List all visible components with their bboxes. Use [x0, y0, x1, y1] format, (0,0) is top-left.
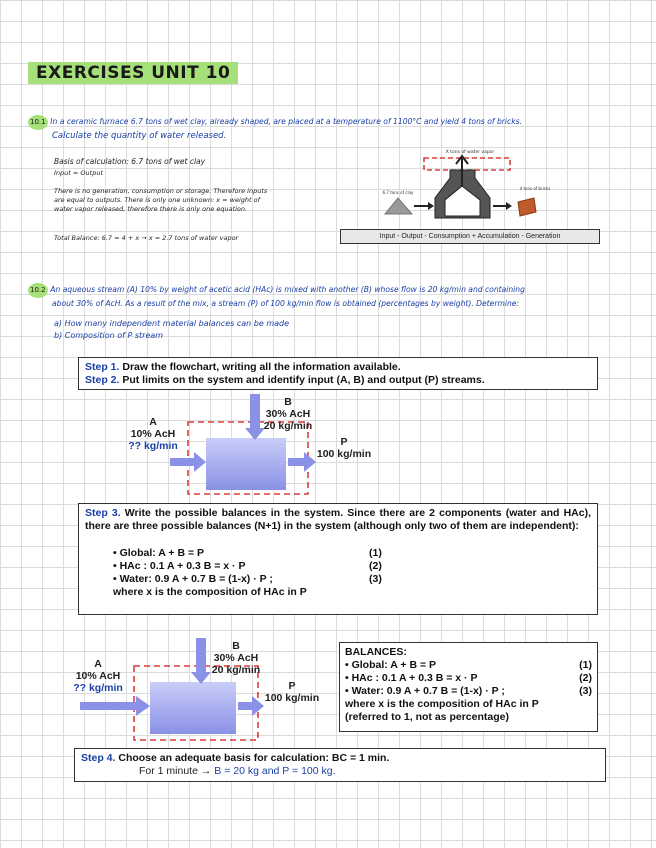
fig-label-top: X tons of water vapor	[445, 150, 495, 155]
stream-a-composition: 10% AcH	[130, 428, 176, 440]
step-4-box	[74, 748, 606, 782]
stream-a-flow-2: ?? kg/min	[73, 682, 123, 694]
stream-a-label-2	[68, 658, 128, 694]
water-balance: • Water: 0.9 A + 0.7 B = (1-x) · P ;	[345, 685, 505, 697]
step-1: Step 1. Draw the flowchart, writing all the information available.	[85, 361, 401, 373]
exercise-1-number: 10.1	[28, 115, 48, 130]
step-3: Step 3. Write the possible balances in the system. Since there are 2 components (water and HAc), there are three possible balances (N+1) in the system (although only two of them are independent):	[85, 507, 591, 532]
stream-b-flow: 20 kg/min	[263, 420, 313, 432]
exercise-2-line1: An aqueous stream (A) 10% by weight of acetic acid (HAc) is mixed with another (B) whose flow is 20 kg/min and containing	[50, 285, 525, 294]
step-4-label: Step 4.	[81, 752, 116, 764]
global-balance: • Global: A + B = P	[345, 659, 436, 671]
balances-box	[339, 642, 598, 732]
stream-b-composition: 30% AcH	[265, 408, 311, 420]
where-x-note: (referred to 1, not as percentage)	[345, 711, 509, 723]
exercise-2-statement	[28, 283, 525, 298]
stream-a-name: A	[149, 416, 157, 428]
flowchart-2	[60, 636, 340, 744]
flowchart-1	[110, 392, 410, 500]
stream-a-name-2: A	[94, 658, 102, 670]
stream-b-name: B	[284, 396, 292, 408]
step3-where: where x is the composition of HAc in P	[113, 586, 307, 598]
step-2: Step 2. Put limits on the system and identify input (A, B) and output (P) streams.	[85, 374, 485, 386]
stream-p-name-2: P	[288, 680, 296, 692]
stream-b-name-2: B	[232, 640, 240, 652]
step3-eq-2: (2)	[369, 560, 382, 572]
balances-heading: BALANCES:	[345, 646, 407, 658]
step-1-label: Step 1.	[85, 361, 120, 373]
step3-eq-1: (1)	[369, 547, 382, 559]
balances-list	[345, 659, 592, 698]
basis-line1: Basis of calculation: 6.7 tons of wet clay	[54, 157, 206, 166]
stream-p-flow: 100 kg/min	[316, 448, 372, 460]
stream-b-composition-2: 30% AcH	[213, 652, 259, 664]
step3-hac-balance: • HAc : 0.1 A + 0.3 B = x · P	[113, 560, 246, 572]
question-b: b) Composition of P stream	[54, 331, 164, 340]
furnace-figure	[340, 148, 600, 242]
eq-1: (1)	[579, 659, 592, 671]
stream-p-label-2	[254, 680, 330, 704]
stream-b-flow-2: 20 kg/min	[211, 664, 261, 676]
stream-a-label	[128, 416, 178, 452]
step-4-detail: For 1 minute → B = 20 kg and P = 100 kg.	[139, 765, 336, 777]
stream-p-flow-2: 100 kg/min	[264, 692, 320, 704]
explanation-line2: are equal to outputs. There is only one unknown: x = weight of	[54, 196, 260, 204]
steps-1-2-box	[78, 357, 598, 390]
basis-line2: Input = Output	[54, 169, 103, 177]
equation-bar: Input - Output - Consumption + Accumulation - Generation	[340, 229, 600, 244]
stream-p-label	[308, 436, 380, 460]
step-3-box	[78, 503, 598, 615]
hac-balance: • HAc : 0.1 A + 0.3 B = x · P	[345, 672, 478, 684]
eq-3: (3)	[579, 685, 592, 697]
total-balance: Total Balance: 6.7 = 4 + x → x = 2.7 tons of water vapor	[54, 234, 239, 242]
step3-water-balance: • Water: 0.9 A + 0.7 B = (1-x) · P ;	[113, 573, 273, 585]
eq-2: (2)	[579, 672, 592, 684]
step-4: Step 4. Choose an adequate basis for calculation: BC = 1 min.	[81, 752, 390, 764]
step3-global-balance: • Global: A + B = P	[113, 547, 204, 559]
fig-label-right: 4 tons of bricks	[519, 186, 551, 191]
exercise-1-line2: Calculate the quantity of water released.	[52, 131, 227, 141]
explanation-line1: There is no generation, consumption or storage. Therefore inputs	[54, 187, 268, 195]
explanation-line3: water vapor released, therefore there is only one equation.	[54, 205, 248, 213]
fig-label-left: 6.7 tons of clay	[382, 190, 414, 195]
stream-a-composition-2: 10% AcH	[75, 670, 121, 682]
exercise-2-line2: about 30% of AcH. As a result of the mix, a stream (P) of 100 kg/min flow is obtained (percentages by weight). Determine:	[52, 299, 519, 308]
stream-b-label-2	[204, 640, 268, 676]
page-title: EXERCISES UNIT 10	[28, 62, 238, 84]
stream-p-name: P	[340, 436, 348, 448]
furnace-illustration	[340, 148, 600, 242]
explanation	[54, 187, 267, 214]
step-3-balances	[113, 547, 591, 603]
stream-b-label	[258, 396, 318, 432]
exercise-2-number: 10.2	[28, 283, 48, 298]
step-2-label: Step 2.	[85, 374, 120, 386]
exercise-1-statement	[28, 115, 522, 130]
step3-eq-3: (3)	[369, 573, 382, 585]
question-a: a) How many independent material balances can be made	[54, 319, 290, 328]
step-3-label: Step 3.	[85, 507, 121, 519]
where-x: where x is the composition of HAc in P	[345, 698, 539, 710]
exercise-1-line1: In a ceramic furnace 6.7 tons of wet clay, already shaped, are placed at a temperature of 1100°C and yield 4 tons of bricks.	[50, 117, 522, 126]
stream-a-flow: ?? kg/min	[128, 440, 178, 452]
